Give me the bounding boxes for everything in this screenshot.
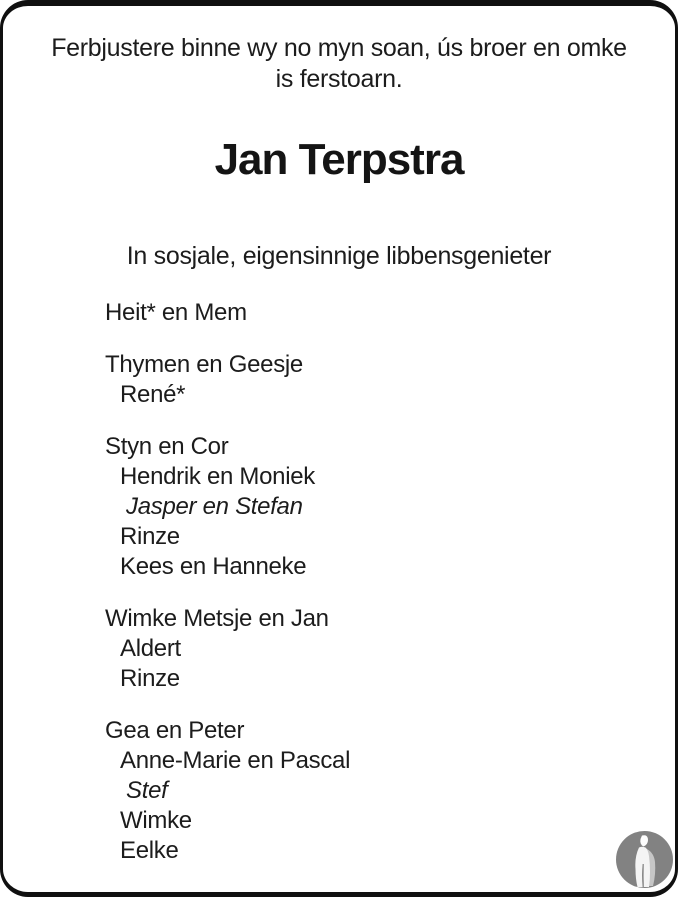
family-names-list [105, 298, 678, 866]
intro-text [0, 33, 678, 95]
family-group [105, 432, 678, 582]
family-member-line: Rinze [120, 665, 180, 692]
family-member-line: Styn en Cor [105, 433, 229, 460]
epitaph: In sosjale, eigensinnige libbensgenieter [126, 242, 552, 270]
family-member-line: René* [120, 381, 186, 408]
family-member-line: Wimke Metsje en Jan [105, 605, 329, 632]
family-member-line: Anne-Marie en Pascal [120, 747, 351, 774]
family-member-line: Aldert [120, 635, 181, 662]
family-member-line: Hendrik en Moniek [120, 463, 315, 490]
family-member-line: Jasper en Stefan [126, 493, 303, 520]
family-member-line: Kees en Hanneke [120, 553, 307, 580]
embracing-figures-memorial-logo-icon [616, 831, 673, 888]
family-member-line: Gea en Peter [105, 717, 245, 744]
intro-line-1: Ferbjustere binne wy no myn soan, ús broer en omke [51, 34, 627, 62]
family-member-line: Heit* en Mem [105, 299, 247, 326]
family-member-line: Wimke [120, 807, 192, 834]
family-group [105, 298, 678, 328]
family-member-line: Stef [126, 777, 168, 804]
family-group [105, 716, 678, 866]
family-member-line: Eelke [120, 837, 179, 864]
family-member-line: Rinze [120, 523, 180, 550]
family-group [105, 604, 678, 694]
intro-line-2: is ferstoarn. [275, 65, 403, 93]
deceased-name: Jan Terpstra [214, 135, 464, 184]
family-group [105, 350, 678, 410]
family-member-line: Thymen en Geesje [105, 351, 303, 378]
